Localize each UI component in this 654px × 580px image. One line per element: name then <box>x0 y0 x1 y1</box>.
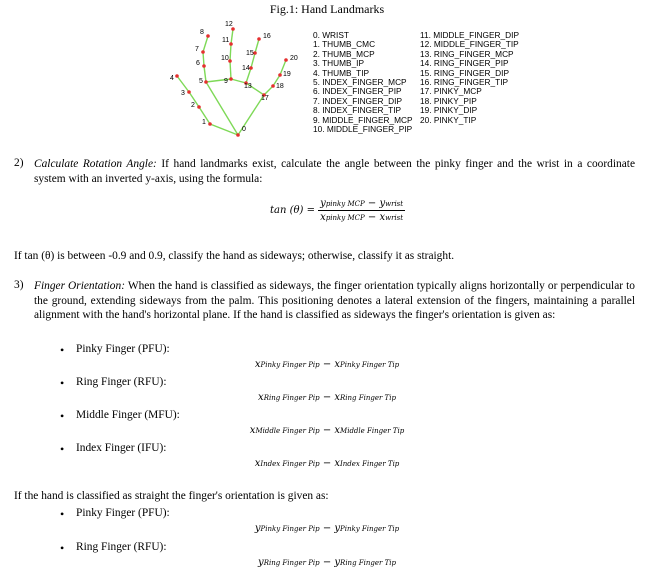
section2-text: If hand landmarks exist, calculate the angle between the pinky finger and the wrist in a coordinate system with an inverted y-axis, using the formula: <box>34 158 635 185</box>
joint-point <box>206 34 210 38</box>
joint-point <box>229 77 233 81</box>
bone-line <box>230 61 231 79</box>
joint-label: 13 <box>244 83 252 90</box>
landmark-legend-item: 1. THUMB_CMC <box>313 39 376 50</box>
joint-label: 12 <box>225 21 233 28</box>
joint-point <box>229 42 233 46</box>
joint-label: 14 <box>242 65 250 72</box>
joint-label: 7 <box>195 46 199 53</box>
landmark-legend-item: 18. PINKY_PIP <box>420 95 477 106</box>
bone-line <box>230 44 231 61</box>
bone-line <box>203 36 208 52</box>
orientation-bullet-label: • Ring Finger (RFU): <box>76 376 167 388</box>
joint-label: 19 <box>283 71 291 78</box>
orientation-bullet-label: • Index Finger (IFU): <box>76 442 166 454</box>
joint-label: 9 <box>224 78 228 85</box>
landmark-legend-item: 12. MIDDLE_FINGER_TIP <box>420 39 519 50</box>
orientation-bullet-label: • Middle Finger (MFU): <box>76 409 180 421</box>
joint-point <box>271 84 275 88</box>
bone-line <box>203 52 204 66</box>
landmark-legend-left <box>313 31 413 134</box>
orientation-bullet-label: • Pinky Finger (PFU): <box>76 343 170 355</box>
landmark-legend-item: 0. WRIST <box>313 30 349 40</box>
bone-line <box>210 124 238 135</box>
joint-label: 16 <box>263 33 271 40</box>
landmark-legend-item: 8. INDEX_FINGER_TIP <box>313 105 402 116</box>
landmark-legend-item: 15. RING_FINGER_DIP <box>420 67 509 78</box>
hand-joints <box>175 27 288 137</box>
bone-line <box>264 86 273 95</box>
orientation-formula: yRing Finger Pip − yRing Finger Tip <box>258 557 396 568</box>
landmark-legend-item: 4. THUMB_TIP <box>313 67 370 78</box>
joint-label: 15 <box>246 50 254 57</box>
section3-text: When the hand is classified as sideways, the finger orientation typically aligns horizontally or perpendicular to the ground, extending sideways from the palm. This positioning denotes a lateral extension of the fingers, maintaining a parallel alignment with the hand's horizontal plane. If the hand is classified as sideways the finger's orientation is given as: <box>34 280 635 321</box>
section3-number: 3) <box>14 279 24 291</box>
joint-point <box>278 73 282 77</box>
landmark-legend-item: 10. MIDDLE_FINGER_PIP <box>313 123 413 134</box>
landmark-legend-item: 16. RING_FINGER_TIP <box>420 76 509 87</box>
hand-landmarks-diagram <box>160 18 310 142</box>
joint-point <box>208 122 212 126</box>
joint-label: 10 <box>221 55 229 62</box>
orientation-bullet-label: • Ring Finger (RFU): <box>76 541 167 553</box>
formula-numerator: ypinky MCP − ywrist <box>320 198 404 209</box>
section2-paragraph <box>34 157 635 186</box>
landmark-legend-item: 13. RING_FINGER_MCP <box>420 48 514 59</box>
joint-point <box>284 58 288 62</box>
landmark-legend-item: 2. THUMB_MCP <box>313 48 375 59</box>
formula-fraction <box>318 198 405 223</box>
orientation-formula: xPinky Finger Pip − xPinky Finger Tip <box>254 359 400 370</box>
landmark-legend-item: 3. THUMB_IP <box>313 58 365 69</box>
landmark-legend-item: 5. INDEX_FINGER_MCP <box>313 76 407 87</box>
bone-line <box>204 66 206 82</box>
joint-point <box>257 37 261 41</box>
rotation-formula <box>270 198 405 223</box>
joint-point <box>187 90 191 94</box>
joint-label: 20 <box>290 55 298 62</box>
joint-label: 2 <box>191 102 195 109</box>
bone-line <box>255 39 259 53</box>
joint-label: 6 <box>196 60 200 67</box>
orientation-formula: xMiddle Finger Pip − xMiddle Finger Tip <box>249 425 405 436</box>
orientation-bullet-label: • Pinky Finger (PFU): <box>76 507 170 519</box>
joint-label: 18 <box>276 83 284 90</box>
joint-label: 0 <box>242 126 246 133</box>
joint-point <box>236 133 240 137</box>
section3-title: Finger Orientation: <box>34 280 125 292</box>
joint-point <box>204 80 208 84</box>
landmark-legend-item: 9. MIDDLE_FINGER_MCP <box>313 114 413 125</box>
landmark-legend-right <box>420 31 519 125</box>
landmark-legend-item: 11. MIDDLE_FINGER_DIP <box>420 30 519 40</box>
bone-line <box>231 29 233 44</box>
landmark-legend-item: 7. INDEX_FINGER_DIP <box>313 95 402 106</box>
joint-point <box>202 64 206 68</box>
bone-line <box>206 82 238 135</box>
landmark-legend-item: 17. PINKY_MCP <box>420 86 482 97</box>
section3-paragraph <box>34 279 635 323</box>
orientation-formula: yPinky Finger Pip − yPinky Finger Tip <box>254 523 400 534</box>
section2-number: 2) <box>14 157 24 169</box>
joint-label: 5 <box>199 78 203 85</box>
formula-lhs: tan (θ) = <box>270 205 315 216</box>
landmark-legend-item: 20. PINKY_TIP <box>420 114 477 125</box>
classify-text: If tan (θ) is between -0.9 and 0.9, classify the hand as sideways; otherwise, classify it as straight. <box>14 250 455 262</box>
joint-point <box>175 74 179 78</box>
orientation-formula: xIndex Finger Pip − xIndex Finger Tip <box>254 458 400 469</box>
joint-label: 11 <box>222 37 230 44</box>
figure-caption: Fig.1: Hand Landmarks <box>269 2 385 16</box>
joint-label: 8 <box>200 29 204 36</box>
joint-point <box>201 50 205 54</box>
landmark-legend-item: 19. PINKY_DIP <box>420 105 478 116</box>
formula-denominator: xpinky MCP − xwrist <box>320 212 404 223</box>
orientation-formula: xRing Finger Pip − xRing Finger Tip <box>258 392 396 403</box>
straight-text: If the hand is classified as straight the finger's orientation is given as: <box>14 490 329 502</box>
joint-point <box>197 105 201 109</box>
joint-label: 4 <box>170 75 174 82</box>
section2-title: Calculate Rotation Angle: <box>34 158 157 170</box>
joint-label: 3 <box>181 90 185 97</box>
landmark-legend-item: 6. INDEX_FINGER_PIP <box>313 86 402 97</box>
joint-label: 17 <box>261 95 269 102</box>
joint-label: 1 <box>202 119 206 126</box>
landmark-legend-item: 14. RING_FINGER_PIP <box>420 58 509 69</box>
